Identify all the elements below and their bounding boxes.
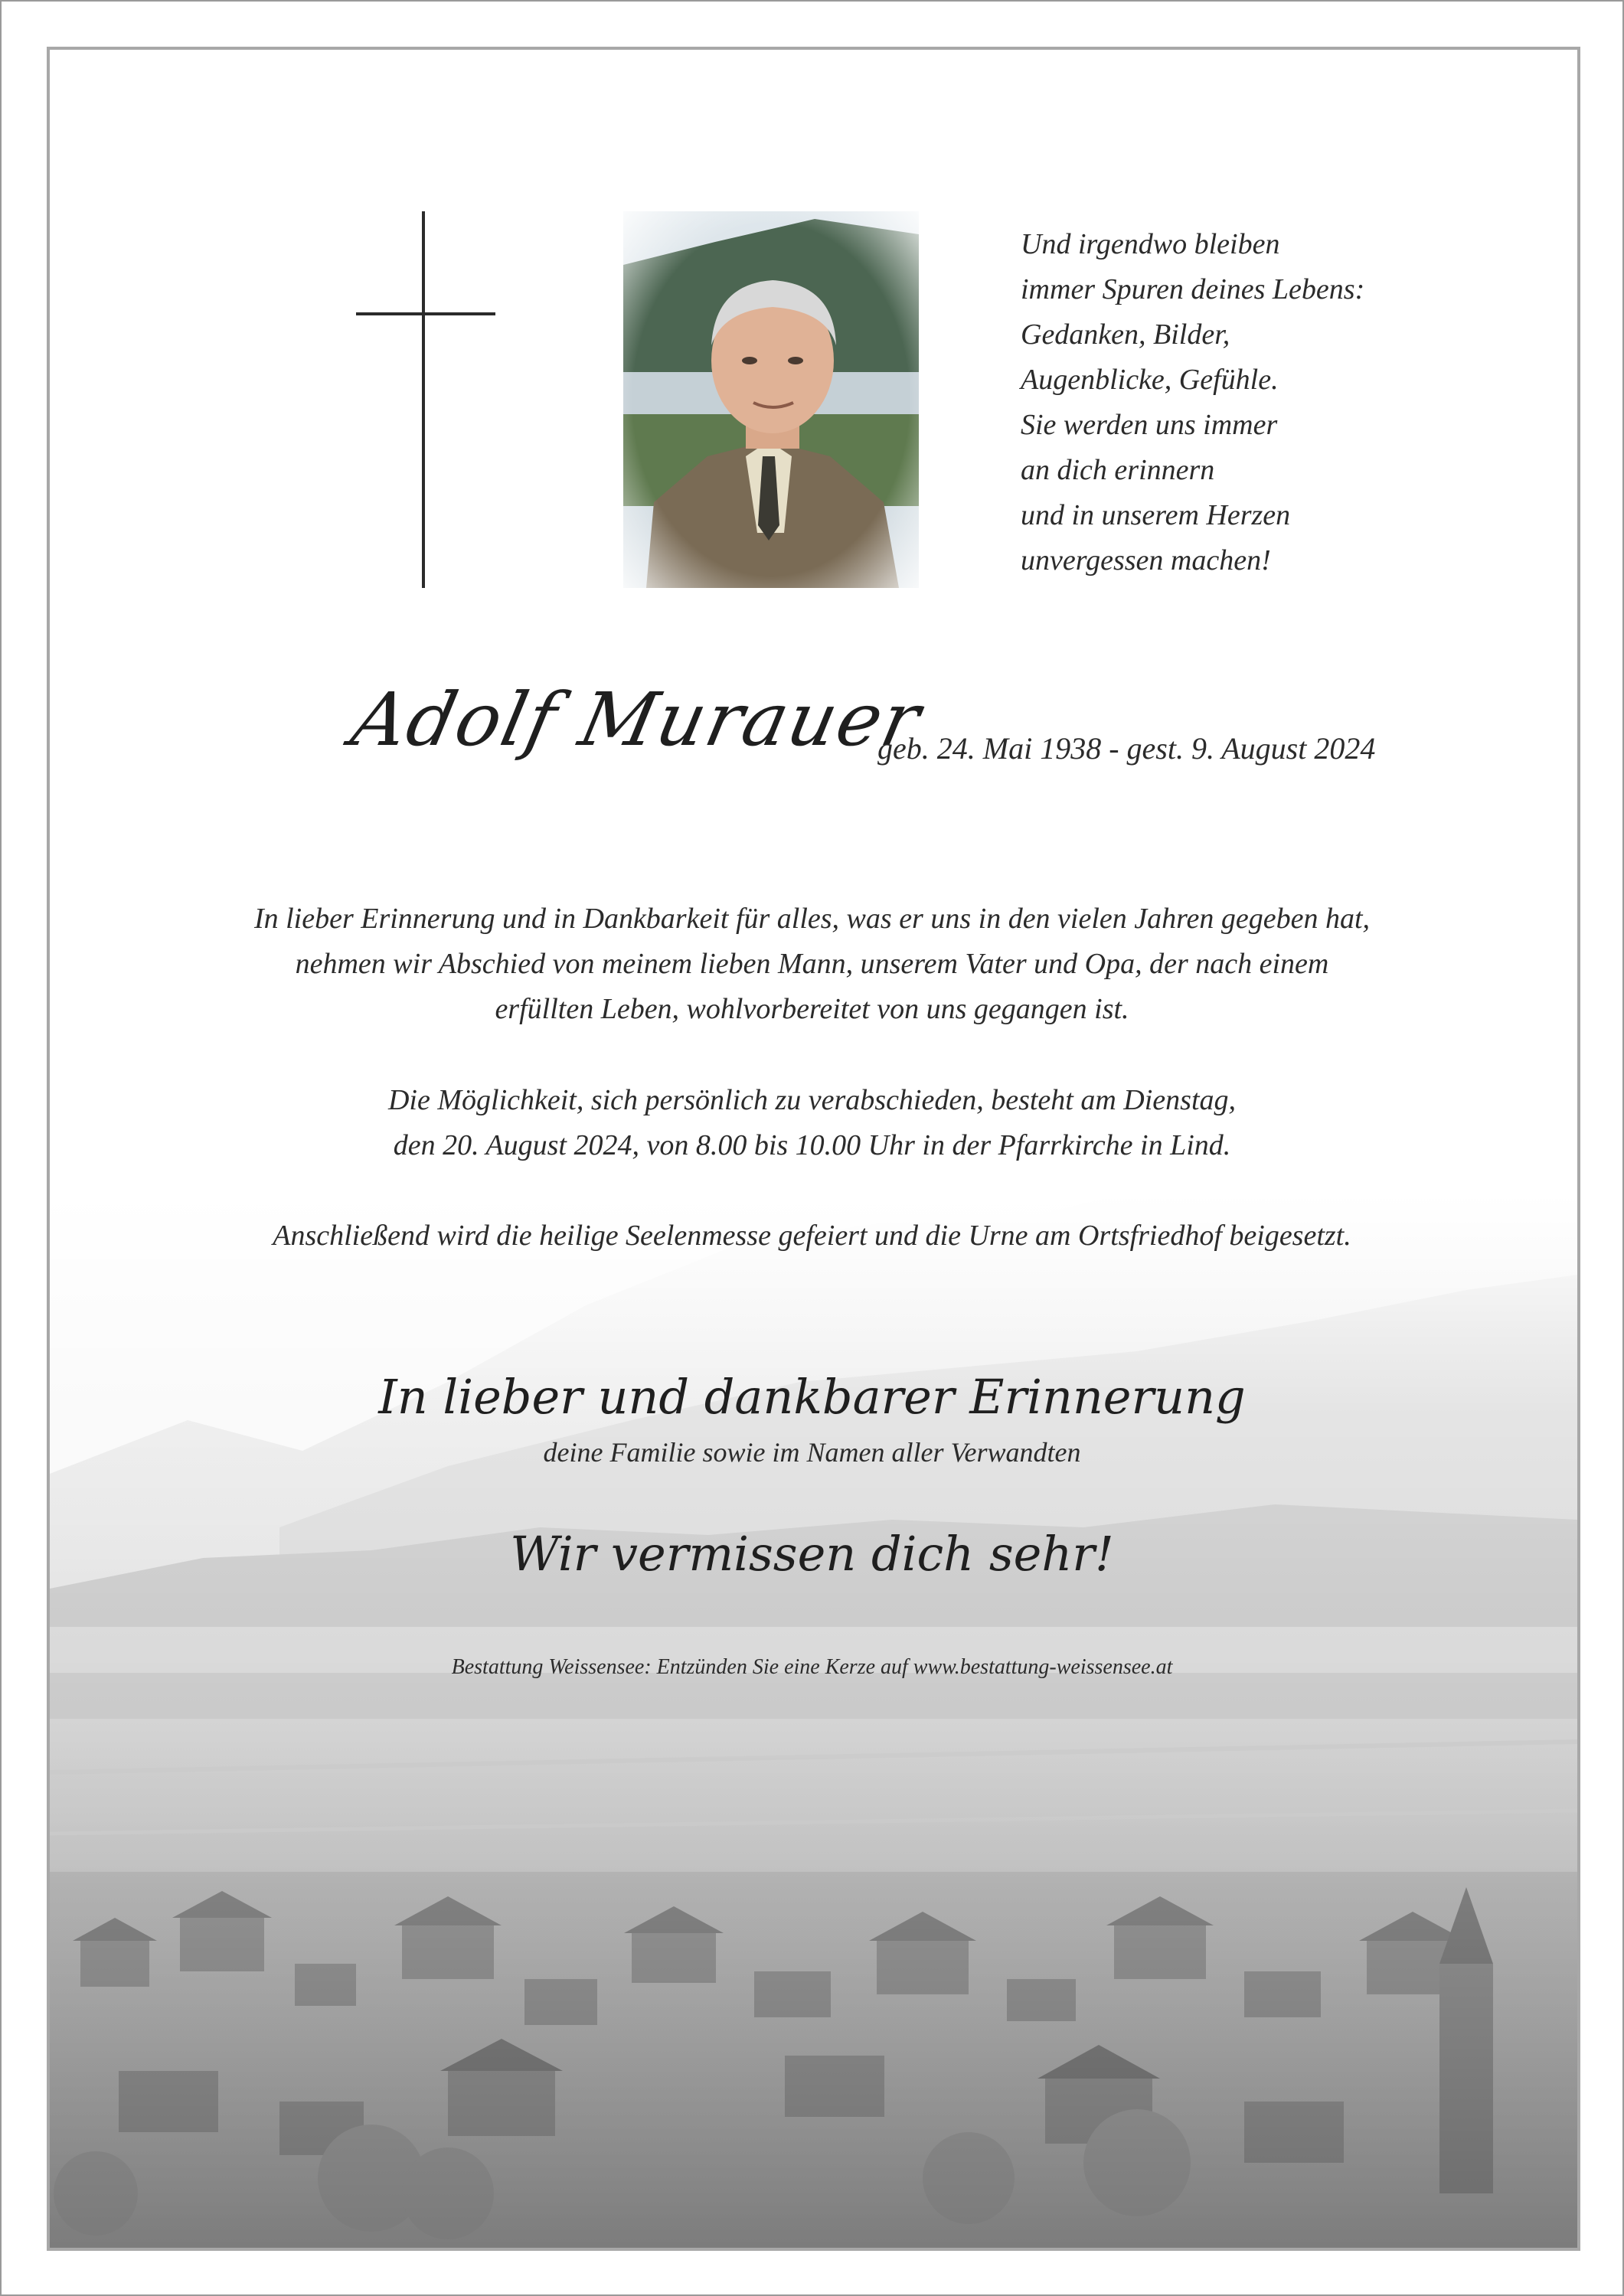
text-line: In lieber Erinnerung und in Dankbarkeit für alles, was er uns in den vielen Jahren gegeben hat, <box>253 903 1371 935</box>
cross-vertical-bar <box>422 211 425 588</box>
poem-line: Augenblicke, Gefühle. <box>1021 364 1279 396</box>
poem-line: Und irgendwo bleiben <box>1021 228 1280 260</box>
life-dates: geb. 24. Mai 1938 - gest. 9. August 2024 <box>877 731 1376 766</box>
memorial-poem <box>1021 222 1480 583</box>
deceased-name: Adolf Murauer <box>345 677 930 763</box>
poem-line: unvergessen machen! <box>1021 544 1271 576</box>
cross-horizontal-bar <box>356 312 495 315</box>
mass-burial-paragraph <box>0 1213 1624 1259</box>
portrait-photo <box>623 211 919 588</box>
poem-line: und in unserem Herzen <box>1021 499 1291 531</box>
text-line: Anschließend wird die heilige Seelenmesse gefeiert und die Urne am Ortsfriedhof beigesetzt. <box>273 1220 1351 1252</box>
text-line: erfüllten Leben, wohlvorbereitet von uns gegangen ist. <box>495 993 1129 1025</box>
closing-remembrance-script: In lieber und dankbarer Erinnerung <box>378 1369 1246 1425</box>
poem-line: immer Spuren deines Lebens: <box>1021 273 1365 305</box>
text-line: nehmen wir Abschied von meinem lieben Mann, unserem Vater und Opa, der nach einem <box>295 948 1329 980</box>
text-line: den 20. August 2024, von 8.00 bis 10.00 Uhr in der Pfarrkirche in Lind. <box>393 1129 1231 1161</box>
funeral-home-note: Bestattung Weissensee: Entzünden Sie eine Kerze auf www.bestattung-weissensee.at <box>451 1655 1173 1679</box>
farewell-info-paragraph <box>0 1078 1624 1168</box>
poem-line: an dich erinnern <box>1021 454 1215 486</box>
remembrance-paragraph <box>0 897 1624 1032</box>
poem-line: Gedanken, Bilder, <box>1021 318 1230 351</box>
poem-line: Sie werden uns immer <box>1021 409 1278 441</box>
family-signature: deine Familie sowie im Namen aller Verwandten <box>543 1437 1081 1468</box>
text-line: Die Möglichkeit, sich persönlich zu verabschieden, besteht am Dienstag, <box>387 1084 1237 1116</box>
closing-missing-you-script: Wir vermissen dich sehr! <box>510 1526 1114 1582</box>
